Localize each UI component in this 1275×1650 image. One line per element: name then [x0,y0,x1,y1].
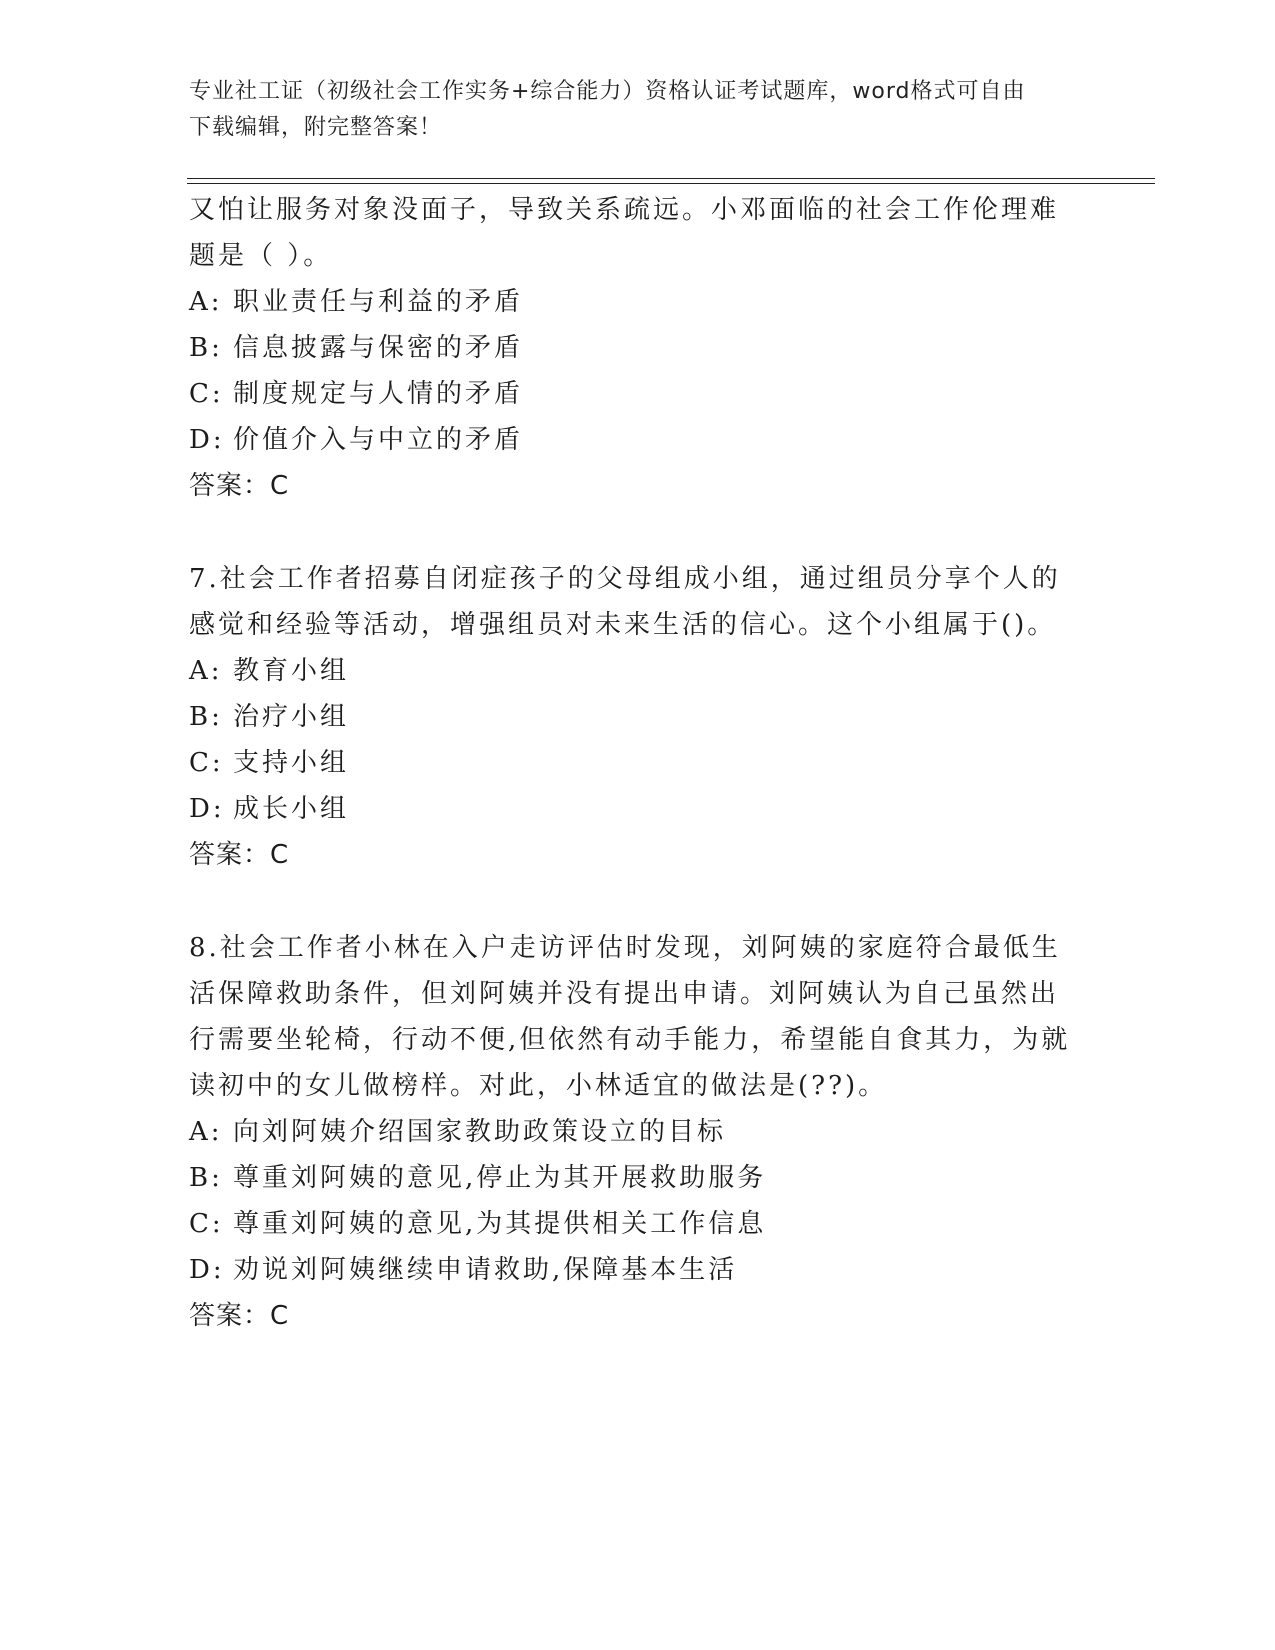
option-text: 信息披露与保密的矛盾 [233,333,524,363]
option-letter: C: [189,1209,224,1239]
option-letter: B: [189,702,223,732]
option-letter: C: [189,748,224,778]
question-stem-line: 行需要坐轮椅，行动不便,但依然有动手能力，希望能自食其力，为就 [189,1025,1071,1055]
option-a [189,648,1089,694]
question-stem-line: 读初中的女儿做榜样。对此，小林适宜的做法是(??)。 [189,1071,888,1101]
option-text: 制度规定与人情的矛盾 [233,379,524,409]
header-rule-top [187,178,1155,179]
option-b [189,325,1089,371]
option-text: 成长小组 [233,794,350,824]
document-header [189,74,1089,146]
option-text: 向刘阿姨介绍国家教助政策设立的目标 [233,1117,727,1147]
option-text: 职业责任与利益的矛盾 [233,287,524,317]
option-c [189,371,1089,417]
option-letter: A: [189,656,223,686]
header-line-1: 专业社工证（初级社会工作实务+综合能力）资格认证考试题库，word格式可自由 [189,79,1026,104]
answer: 答案：C [189,840,290,870]
option-letter: B: [189,333,223,363]
option-text: 价值介入与中立的矛盾 [233,425,524,455]
answer: 答案：C [189,1301,290,1331]
question-stem-line: 活保障救助条件，但刘阿姨并没有提出申请。刘阿姨认为自己虽然出 [189,979,1060,1009]
option-b [189,694,1089,740]
option-letter: B: [189,1163,223,1193]
question-6 [189,187,1089,509]
option-letter: A: [189,287,223,317]
question-spacer [189,509,1089,556]
option-text: 教育小组 [233,656,350,686]
answer: 答案：C [189,471,290,501]
option-c [189,740,1089,786]
question-stem-line: 7.社会工作者招募自闭症孩子的父母组成小组，通过组员分享个人的 [189,564,1061,594]
option-letter: A: [189,1117,223,1147]
question-7 [189,556,1089,878]
header-rule-bottom [187,183,1155,184]
option-text: 尊重刘阿姨的意见,为其提供相关工作信息 [233,1209,767,1239]
question-stem-line: 8.社会工作者小林在入户走访评估时发现，刘阿姨的家庭符合最低生 [189,933,1061,963]
option-text: 尊重刘阿姨的意见,停止为其开展救助服务 [233,1163,767,1193]
option-letter: C: [189,379,224,409]
option-d [189,417,1089,463]
option-b [189,1155,1089,1201]
option-text: 治疗小组 [233,702,350,732]
question-8 [189,925,1089,1339]
question-stem-line: 感觉和经验等活动，增强组员对未来生活的信心。这个小组属于()。 [189,610,1057,640]
option-d [189,786,1089,832]
header-line-2: 下载编辑，附完整答案！ [189,115,443,140]
document-body [189,187,1089,1339]
question-stem-line: 题是（ ）。 [189,241,333,271]
option-text: 劝说刘阿姨继续申请救助,保障基本生活 [233,1255,738,1285]
option-a [189,279,1089,325]
question-stem-line: 又怕让服务对象没面子，导致关系疏远。小邓面临的社会工作伦理难 [189,195,1060,225]
option-c [189,1201,1089,1247]
option-letter: D: [189,425,225,455]
option-a [189,1109,1089,1155]
question-spacer [189,878,1089,925]
option-letter: D: [189,1255,225,1285]
option-text: 支持小组 [233,748,350,778]
option-letter: D: [189,794,225,824]
option-d [189,1247,1089,1293]
